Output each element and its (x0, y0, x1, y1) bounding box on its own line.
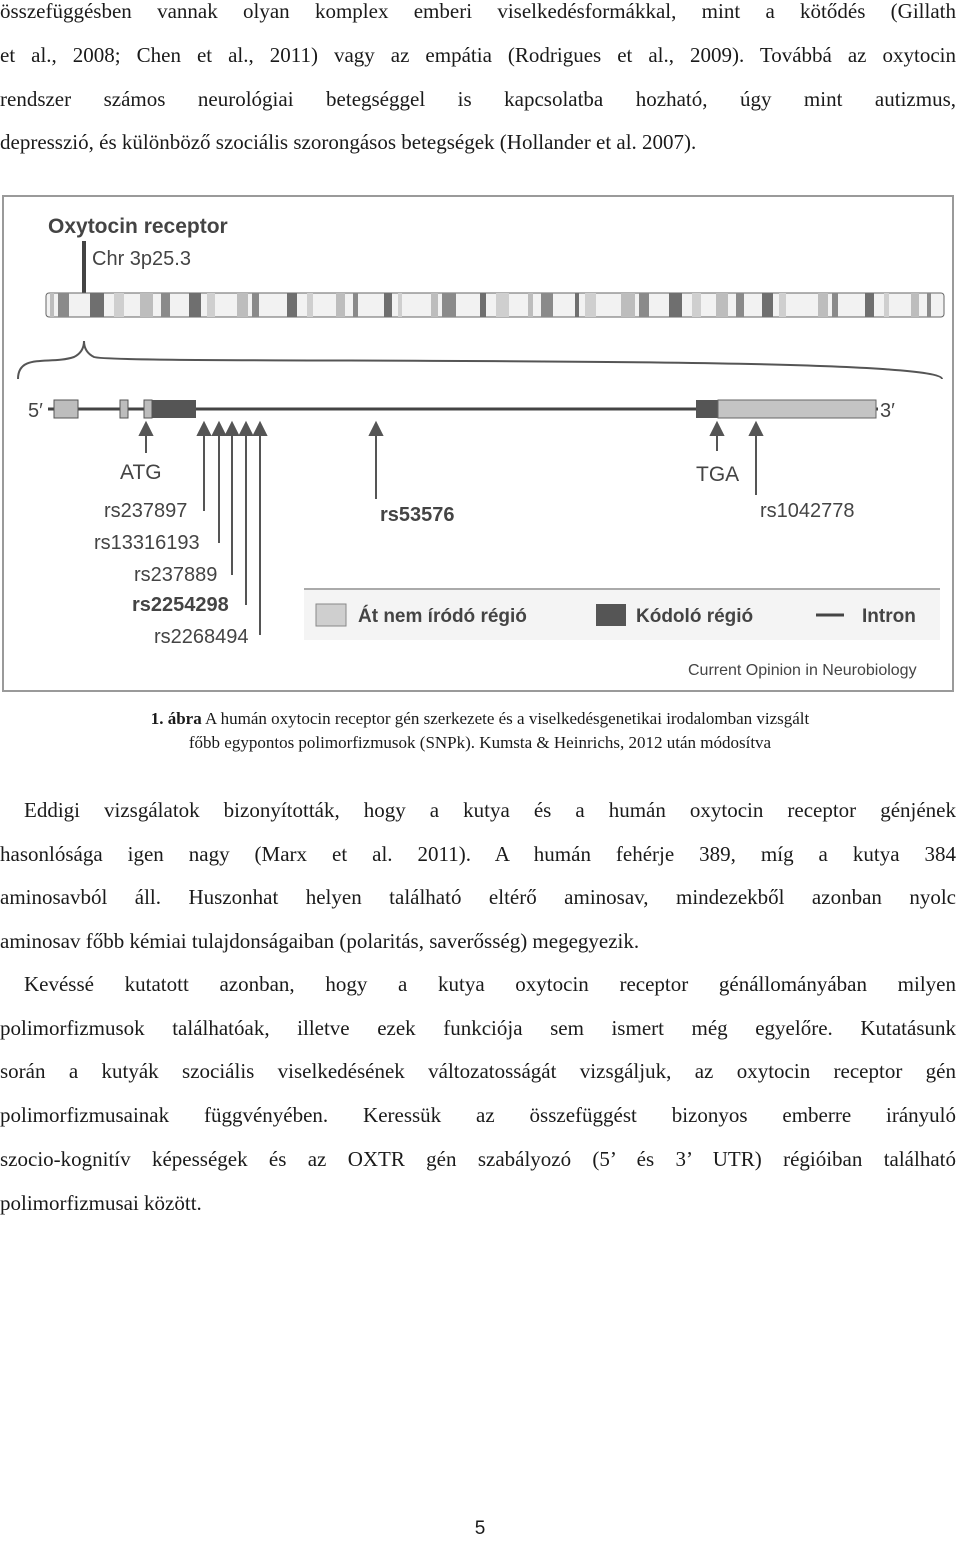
snp-label-rs13316193: rs13316193 (94, 532, 200, 554)
chromosome-band (832, 293, 838, 317)
utr-exon (54, 400, 78, 418)
text-line: Eddigi vizsgálatok bizonyították, hogy a kutya és a humán oxytocin receptor génjének (24, 798, 956, 822)
chromosome-band (207, 293, 215, 317)
snp-label-rs1042778: rs1042778 (760, 500, 855, 522)
chromosome-band (114, 293, 124, 317)
chromosome-band (779, 293, 786, 317)
caption-label: 1. ábra (150, 709, 202, 728)
chromosome-band (496, 293, 509, 317)
text-line: során a kutyák szociális viselkedésének változatosságát vizsgáljuk, az oxytocin receptor gén (0, 1059, 956, 1083)
text-line: szocio-kognitív képességek és az OXTR gén szabályozó (5’ és 3’ UTR) régióiban található (0, 1147, 956, 1171)
chromosome-band (585, 293, 596, 317)
zoom-brace (18, 341, 942, 379)
text-line: aminosavból áll. Huszonhat helyen található eltérő aminosav, mindezekből azonban nyolc (0, 885, 956, 909)
chromosome-band (639, 293, 649, 317)
legend-coding-swatch (596, 604, 626, 626)
chromosome-band (541, 293, 553, 317)
chromosome-band (431, 293, 438, 317)
chromosome-band (140, 293, 153, 317)
legend-utr-swatch (316, 604, 346, 626)
chromosome-band (884, 293, 889, 317)
chromosome-band (716, 293, 728, 317)
five-prime-label: 5′ (28, 400, 43, 422)
locus-marker (82, 241, 86, 301)
text-line: polimorfizmusainak függvényében. Keressük az összefüggést bizonyos emberre irányuló (0, 1103, 956, 1127)
chromosome-band (398, 293, 402, 317)
figure-caption-line-2: főbb egypontos polimorfizmusok (SNPk). Kumsta & Heinrichs, 2012 után módosítva (188, 733, 772, 752)
gene-structure-figure (2, 195, 954, 692)
chromosome-band (736, 293, 744, 317)
chromosome-band (336, 293, 345, 317)
chromosome-band (384, 293, 392, 317)
legend-intron-label: Intron (862, 606, 916, 627)
snp-label-rs237897: rs237897 (104, 500, 188, 522)
coding-exon (696, 400, 718, 418)
snp-label-rs237889: rs237889 (134, 564, 218, 586)
text-line: depresszió, és különböző szociális szorongásos betegségek (Hollander et al. 2007). (0, 130, 697, 154)
legend-coding-label: Kódoló régió (636, 606, 754, 627)
snp-label-rs2254298: rs2254298 (132, 594, 229, 616)
chromosome-band (865, 293, 874, 317)
chromosome-band (189, 293, 201, 317)
coding-exon (152, 400, 196, 418)
text-line: hasonlósága igen nagy (Marx et al. 2011). A humán fehérje 389, míg a kutya 384 (0, 842, 956, 866)
three-prime-label: 3′ (880, 400, 895, 422)
chromosome-band (480, 293, 486, 317)
caption-text: A humán oxytocin receptor gén szerkezete és a viselkedésgenetikai irodalomban vizsgált (201, 709, 810, 728)
chromosome-band (669, 293, 682, 317)
text-line: polimorfizmusai között. (0, 1191, 202, 1215)
chromosome-band (90, 293, 104, 317)
text-line: összefüggésben vannak olyan komplex emberi viselkedésformákkal, mint a kötődés (Gillath (0, 0, 956, 23)
text-line: et al., 2008; Chen et al., 2011) vagy az empátia (Rodrigues et al., 2009). Továbbá az oxytocin (0, 43, 956, 67)
chromosome-band (237, 293, 248, 317)
snp-label-rs2268494: rs2268494 (154, 626, 249, 648)
chromosome-band (575, 293, 579, 317)
chromosome-band (762, 293, 773, 317)
text-line: rendszer számos neurológiai betegséggel is kapcsolatba hozható, úgy mint autizmus, (0, 87, 956, 111)
chromosome-band (252, 293, 259, 317)
chromosome-band (927, 293, 931, 317)
figure-source: Current Opinion in Neurobiology (688, 662, 917, 679)
text-line: polimorfizmusok találhatóak, illetve ezek funkciója sem ismert még egyelőre. Kutatásunk (0, 1016, 956, 1040)
chromosome-band (621, 293, 635, 317)
utr-exon (120, 400, 128, 418)
snp-label-rs53576: rs53576 (380, 504, 455, 526)
chromosome-outline (46, 293, 944, 317)
page-number: 5 (474, 1518, 486, 1539)
text-line: aminosav főbb kémiai tulajdonságaiban (polaritás, saverősség) megegyezik. (0, 929, 640, 953)
text-line: Kevéssé kutatott azonban, hogy a kutya oxytocin receptor génállományában milyen (24, 972, 956, 996)
legend-utr-label: Át nem íródó régió (358, 606, 527, 627)
atg-label: ATG (120, 461, 162, 484)
chromosome-band (58, 293, 69, 317)
chromosome-band (692, 293, 701, 317)
chromosome-band (307, 293, 313, 317)
utr-exon (718, 400, 876, 418)
tga-label: TGA (696, 463, 740, 486)
figure-caption-line-1 (0, 707, 960, 731)
chromosome-band (50, 293, 54, 317)
chromosome-band (353, 293, 358, 317)
chromosome-ideogram (46, 293, 944, 317)
chromosome-band (528, 293, 533, 317)
chromosome-band (911, 293, 919, 317)
figure-legend (304, 589, 940, 640)
utr-exon (144, 400, 152, 418)
chromosome-band (818, 293, 828, 317)
oxtr-gene-diagram (4, 197, 952, 690)
chromosome-band (161, 293, 170, 317)
chromosome-band (287, 293, 297, 317)
figure-title: Oxytocin receptor (48, 215, 228, 238)
chromosome-band (442, 293, 456, 317)
chromosome-location: Chr 3p25.3 (92, 248, 191, 270)
